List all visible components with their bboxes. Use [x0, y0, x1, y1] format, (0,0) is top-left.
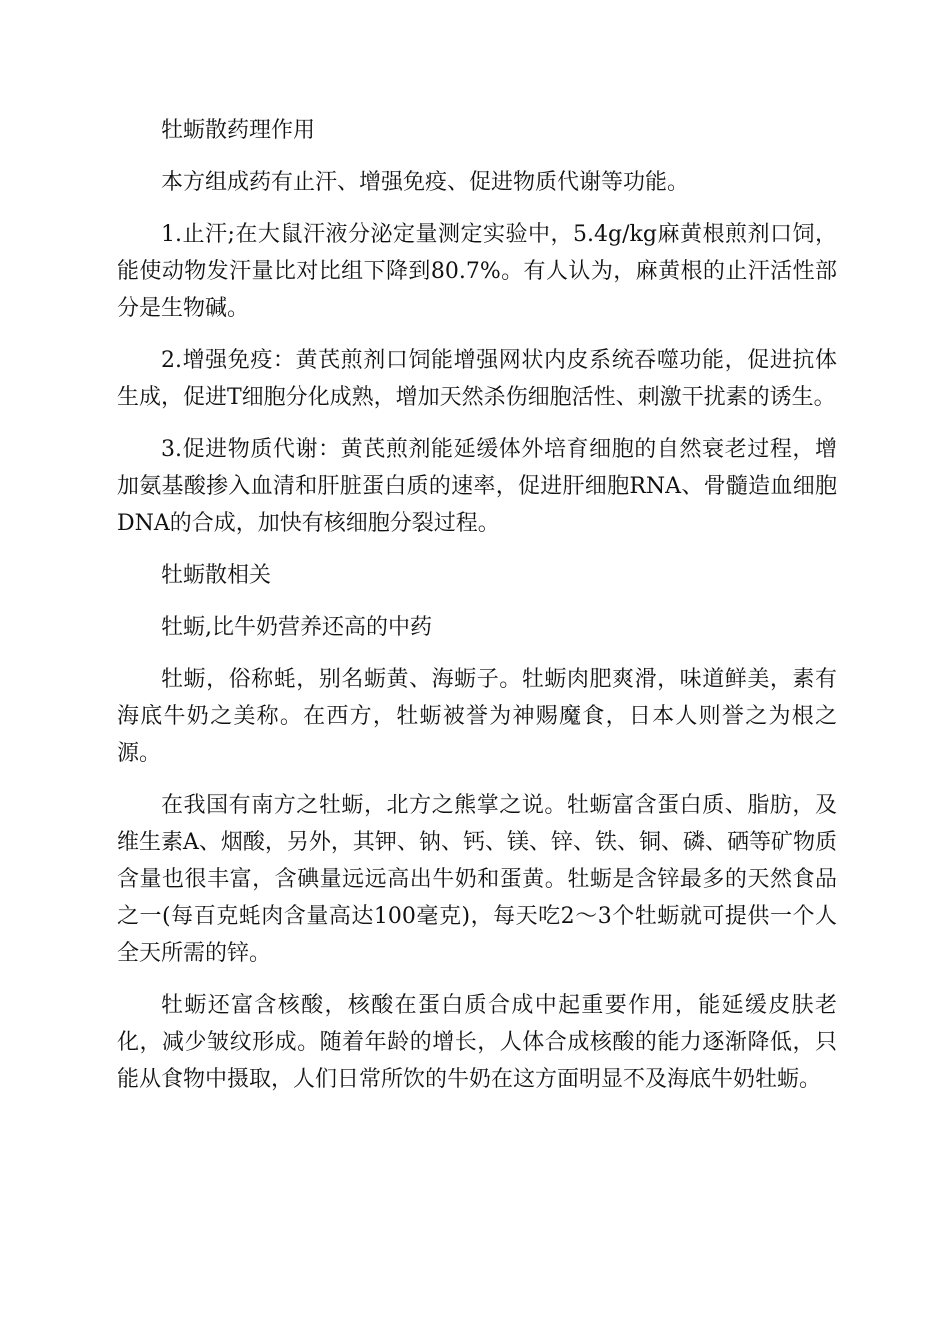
intro-paragraph: 本方组成药有止汗、增强免疫、促进物质代谢等功能。	[161, 170, 690, 195]
item-metabolism: 3.促进物质代谢：黄芪煎剂能延缓体外培育细胞的自然衰老过程，增加氨基酸掺入血清和肝脏蛋白质的速率，促进肝细胞RNA、骨髓造血细胞DNA的合成，加快有核细胞分裂过程。	[117, 437, 837, 536]
section-subtitle-oyster: 牡蛎,比牛奶营养还高的中药	[161, 615, 432, 640]
oyster-nutrients-paragraph: 在我国有南方之牡蛎，北方之熊掌之说。牡蛎富含蛋白质、脂肪，及维生素A、烟酸，另外，其钾、钠、钙、镁、锌、铁、铜、磷、硒等矿物质含量也很丰富，含碘量远远高出牛奶和蛋黄。牡蛎是含锌最多的天然食品之一(每百克蚝肉含量高达100毫克)，每天吃2～3个牡蛎就可提供一个人全天所需的锌。	[117, 793, 837, 966]
document-page	[117, 112, 837, 1113]
section-title-pharmacology: 牡蛎散药理作用	[161, 118, 316, 143]
oyster-nucleic-acid-paragraph: 牡蛎还富含核酸，核酸在蛋白质合成中起重要作用，能延缓皮肤老化，减少皱纹形成。随着年龄的增长，人体合成核酸的能力逐渐降低，只能从食物中摄取，人们日常所饮的牛奶在这方面明显不及海底牛奶牡蛎。	[117, 993, 837, 1092]
section-title-related: 牡蛎散相关	[161, 563, 272, 588]
item-sweat-stopping: 1.止汗;在大鼠汗液分泌定量测定实验中，5.4g/kg麻黄根煎剂口饲，能使动物发汗量比对比组下降到80.7%。有人认为，麻黄根的止汗活性部分是生物碱。	[117, 222, 837, 321]
oyster-intro-paragraph: 牡蛎，俗称蚝，别名蛎黄、海蛎子。牡蛎肉肥爽滑，味道鲜美，素有海底牛奶之美称。在西方，牡蛎被誉为神赐魔食，日本人则誉之为根之源。	[117, 667, 837, 766]
item-immunity: 2.增强免疫：黄芪煎剂口饲能增强网状内皮系统吞噬功能，促进抗体生成，促进T细胞分化成熟，增加天然杀伤细胞活性、刺激干扰素的诱生。	[117, 348, 837, 410]
